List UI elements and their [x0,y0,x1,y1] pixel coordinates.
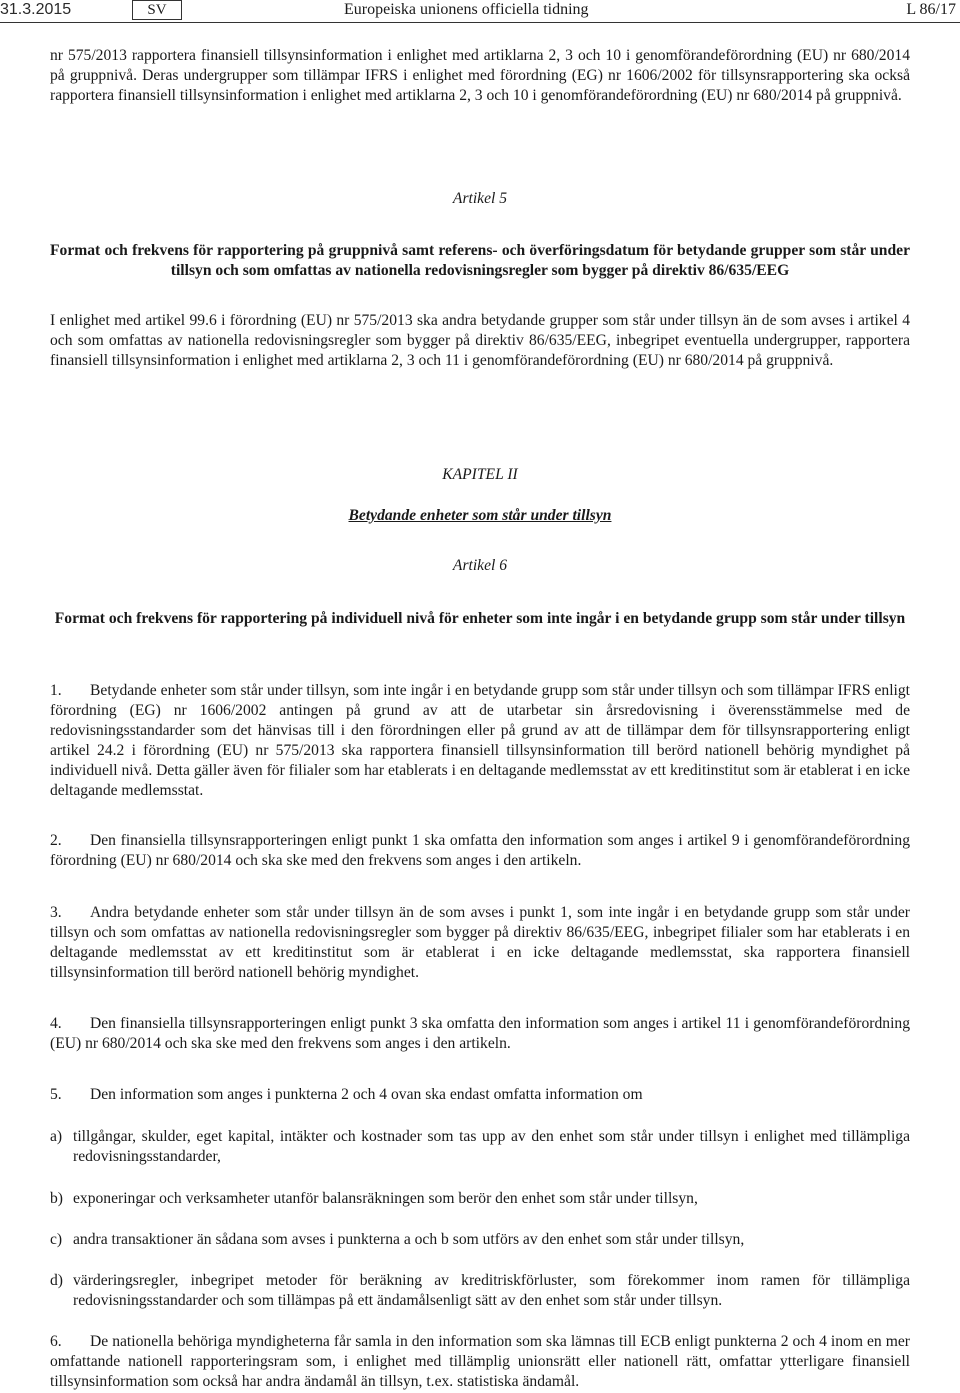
paragraph-text: Den finansiella tillsynsrapporteringen enligt punkt 1 ska omfatta den information som anges i artikel 9 i genomförandeförordning förordning (EU) nr 680/2014 och ska ske med den frekvens som anges i den artikeln. [50,832,910,869]
list-item-a [50,1127,910,1167]
list-marker: b) [50,1190,63,1207]
list-item-text: andra transaktioner än sådana som avses i punkterna a och b som utförs av den enhet som står under tillsyn, [73,1231,745,1248]
article6-label: Artikel 6 [452,557,508,574]
article6-paragraph-5 [50,1085,910,1105]
paragraph-number: 6. [50,1333,62,1350]
chapter-label: KAPITEL II [442,466,518,483]
list-item-c [50,1230,910,1250]
paragraph-text: Betydande enheter som står under tillsyn, som inte ingår i en betydande grupp som står under tillsyn och som tillämpar IFRS enligt förordning (EG) nr 1606/2002 antingen på grund av att de utarbetar sin årsredovisning i överensstämmelse med de redovisningsstandarder som det hänvisas till i den förordningen eller på grund av att de tillämpar dem för tillsynsrapportering enligt artikel 24.2 i förordning (EU) nr 575/2013 ska rapportera finansiell tillsynsinformation till berörd nationell behörig myndighet på individuell nivå. Detta gäller även för filialer som har etablerats i en deltagande medlemsstat av ett kreditinstitut som är etablerat i en icke deltagande medlemsstat. [50,682,910,799]
paragraph-text: Andra betydande enheter som står under tillsyn än de som avses i punkt 1, som inte ingår i en betydande grupp som står under tillsyn och som omfattas av nationella redovisningsregler som bygger på direktiv 86/635/EEG, inbegripet filialer som har etablerats i en deltagande medlemsstat av ett kreditinstitut som är etablerat i en icke deltagande medlemsstat, ska rapportera finansiell tillsynsinformation till berörd nationell behörig myndighet. [50,904,910,981]
paragraph-number: 5. [50,1086,62,1103]
list-item-b [50,1189,910,1209]
list-item-text: tillgångar, skulder, eget kapital, intäkter och kostnader som tas upp av den enhet som står under tillsyn i enlighet med tillämpliga redovisningsstandarder, [73,1128,910,1165]
article6-paragraph-4 [50,1014,910,1054]
paragraph-text: Den finansiella tillsynsrapporteringen enligt punkt 3 ska omfatta den information som anges i artikel 11 i genomförandeförordning (EU) nr 680/2014 och ska ske med den frekvens som anges i den artikeln. [50,1015,910,1052]
article5-label: Artikel 5 [452,190,508,207]
list-marker: a) [50,1128,63,1145]
paragraph-number: 4. [50,1015,62,1032]
article5-text: I enlighet med artikel 99.6 i förordning (EU) nr 575/2013 ska andra betydande grupper som står under tillsyn än de som avses i artikel 4 och som omfattas av nationella redovisningsregler som bygger på direktiv 86/635/EEG, inbegripet eventuella undergrupper, rapportera finansiell tillsynsinformation i enlighet med artiklarna 2, 3 och 11 i genomförandeförordning (EU) nr 680/2014 på gruppnivå. [50,312,910,369]
header-page-number: L 86/17 [906,1,956,18]
article6-paragraph-1 [50,681,910,801]
article6-paragraph-6 [50,1332,910,1392]
article6-paragraph-3 [50,903,910,983]
list-item-text: exponeringar och verksamheter utanför balansräkningen som berör den enhet som står under tillsyn, [73,1190,698,1207]
list-marker: d) [50,1272,63,1289]
paragraph-number: 1. [50,682,62,699]
article5-title: Format och frekvens för rapportering på gruppnivå samt referens- och överföringsdatum för betydande grupper som står under tillsyn och som omfattas av nationella redovisningsregler som bygger på direktiv 86/635/EEG [50,242,910,279]
chapter-title: Betydande enheter som står under tillsyn [348,507,612,524]
article6-paragraph-2 [50,831,910,871]
article6-title: Format och frekvens för rapportering på individuell nivå för enheter som inte ingår i en betydande grupp som står under tillsyn [54,610,906,627]
header-date: 31.3.2015 [0,1,72,18]
paragraph-text: De nationella behöriga myndigheterna får samla in den information som ska lämnas till ECB enligt punkterna 2 och 4 inom en mer omfattande nationell rapporteringsram som, i enlighet med tillämplig unionsrätt eller nationell rätt, omfattar ytterligare finansiell tillsynsinformation som också har andra ändamål än tillsyn, t.ex. statistiska ändamål. [50,1333,910,1390]
list-marker: c) [50,1231,63,1248]
list-item-text: värderingsregler, inbegripet metoder för beräkning av kreditriskförluster, som förekommer inom ramen för tillämpliga redovisningsstandarder och som tillämpas på ett ändamålsenligt sätt av den enhet som står under tillsyn. [73,1272,910,1309]
header-rule [0,22,960,23]
paragraph-number: 2. [50,832,62,849]
paragraph-text: Den information som anges i punkterna 2 och 4 ovan ska endast omfatta information om [90,1086,643,1103]
page-header [0,0,960,22]
header-journal-title: Europeiska unionens officiella tidning [344,1,589,18]
paragraph-number: 3. [50,904,62,921]
list-item-d [50,1271,910,1311]
header-language-box: SV [132,0,182,20]
intro-paragraph: nr 575/2013 rapportera finansiell tillsynsinformation i enlighet med artiklarna 2, 3 och 10 i genomförandeförordning (EU) nr 680/2014 på gruppnivå. Deras undergrupper som tillämpar IFRS i enlighet med förordning (EG) nr 1606/2002 för tillsynsrapportering ska också rapportera finansiell tillsynsinformation i enlighet med artiklarna 2, 3 och 10 i genomförandeförordning (EU) nr 680/2014 på gruppnivå. [50,47,910,104]
